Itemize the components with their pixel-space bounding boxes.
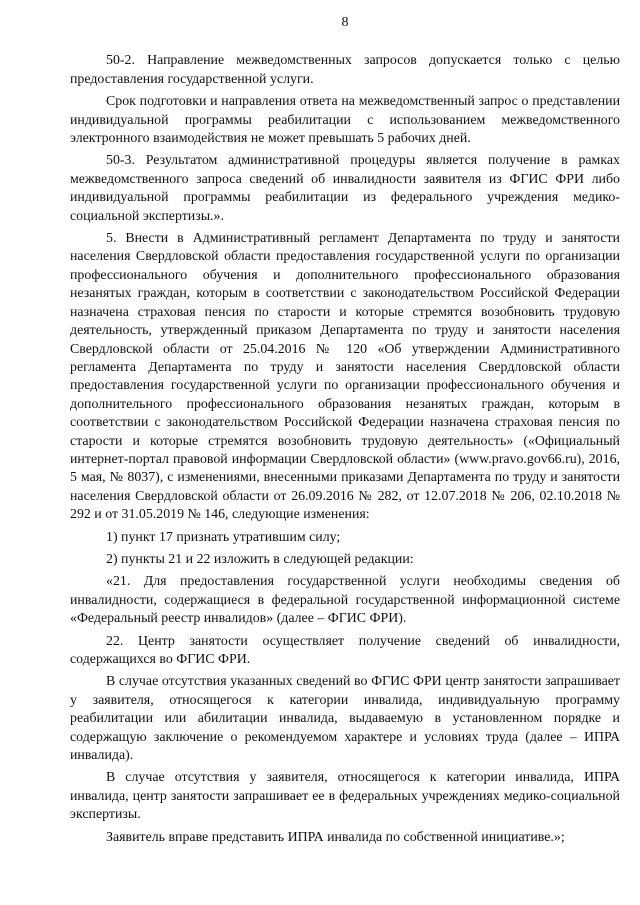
list-item-1: 1) пункт 17 признать утратившим силу; bbox=[106, 529, 341, 545]
paragraph-ipra-mse: В случае отсутствия у заявителя, относящегося к категории инвалида, ИПРА инвалида, центр занятости запрашивает ее в федеральных учреждениях медико-социальной экспертизы. bbox=[70, 770, 620, 823]
paragraph-21: «21. Для предоставления государственной услуги необходимы сведения об инвалидности, содержащиеся в федеральной государственной информационной системе «Федеральный реестр инвалидов» (далее – ФГИС ФРИ). bbox=[70, 574, 620, 627]
paragraph-ipra-request: В случае отсутствия указанных сведений во ФГИС ФРИ центр занятости запрашивает у заявителя, относящегося к категории инвалида, индивидуальную программу реабилитации или абилитации инвалида, выдаваемую в установленном порядке и содержащую заключение о рекомендуемом характере и условиях труда (далее – ИПРА инвалида). bbox=[70, 674, 620, 764]
paragraph-item-5: 5. Внести в Административный регламент Департамента по труду и занятости населения Свердловской области предоставления государственной услуги по организации профессионального обучения и дополнительного профессионального образования незанятых граждан, которым в соответствии с законодательством Российской Федерации назначена страховая пенсия по старости и которые стремятся возобновить трудовую деятельность, утвержденный приказом Департамента по труду и занятости населения Свердловской области от 25.04.2016 № 120 «Об утверждении Административного регламента Департамента по труду и занятости населения Свердловской области предоставления государственной услуги по организации профессионального обучения и дополнительного профессионального образования незанятых граждан, которым в соответствии с законодательством Российской Федерации назначена страховая пенсия по старости и которые стремятся возобновить трудовую деятельность» («Официальный интернет-портал правовой информации Свердловской области» (www.pravo.gov66.ru), 2016, 5 мая, № 8037), с изменениями, внесенными приказами Департамента по труду и занятости населения Свердловской области от 26.09.2016 № 282, от 12.07.2018 № 206, 02.10.2018 № 292 и от 31.05.2019 № 146, следующие изменения: bbox=[70, 231, 620, 523]
paragraph-own-initiative: Заявитель вправе представить ИПРА инвалида по собственной инициативе.»; bbox=[106, 829, 565, 845]
paragraph-22: 22. Центр занятости осуществляет получение сведений об инвалидности, содержащихся во ФГИС ФРИ. bbox=[70, 633, 620, 667]
paragraph-50-2: 50-2. Направление межведомственных запросов допускается только с целью предоставления государственной услуги. bbox=[70, 53, 620, 87]
paragraph-response-deadline: Срок подготовки и направления ответа на межведомственный запрос о представлении индивидуальной программы реабилитации с использованием межведомственного электронного взаимодействия не может превышать 5 рабочих дней. bbox=[70, 94, 620, 147]
list-item-2: 2) пункты 21 и 22 изложить в следующей редакции: bbox=[106, 551, 414, 567]
paragraph-50-3: 50-3. Результатом административной процедуры является получение в рамках межведомственного запроса сведений об инвалидности заявителя из ФГИС ФРИ либо индивидуальной программы реабилитации из федерального учреждения медико-социальной экспертизы.». bbox=[70, 153, 620, 224]
page-number: 8 bbox=[341, 15, 349, 30]
document-page bbox=[70, 14, 620, 851]
